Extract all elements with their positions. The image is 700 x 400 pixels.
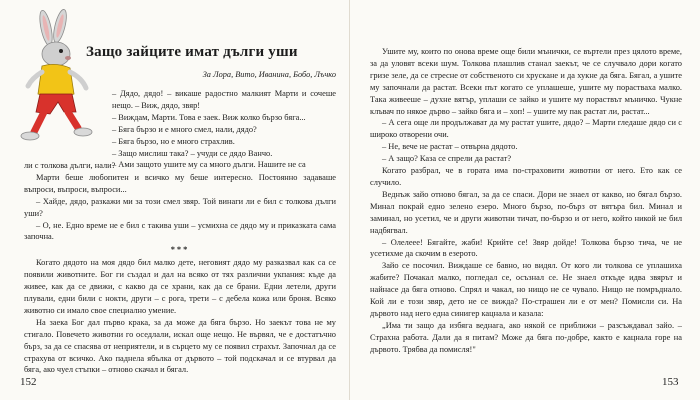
paragraph: – О, не. Едно време не е бил с такива уши – усмихна се дядо му и приказката сама започна.	[24, 220, 336, 242]
right-page	[350, 0, 700, 400]
paragraph: – А сега още ли продължават да му растат ушите, дядо? – Марти гледаше дядо си с широко отворени очи.	[370, 118, 682, 140]
story-title: Защо зайците имат дълги уши	[86, 44, 298, 60]
paragraph: Веднъж зайо отново бягал, за да се спаси. Дори не знаел от какво, но бягал бързо. Минал покрай едно зелено езеро. Много бързо, по-бърз от вятъра бил. Минал и заминал, но усетил, че и други животни тичат, по-бързо и от него, който никой не бил надбягвал.	[370, 189, 682, 235]
section-divider: ***	[170, 245, 190, 255]
paragraph: Когато разбрал, че в гората има по-страховити животни от него. Ето как се случило.	[370, 166, 682, 187]
paragraph: – Бяга бързо, но е много страхлив.	[112, 136, 235, 146]
paragraph: – Ами защото ушите му са много дълги. Нашите не са	[112, 160, 306, 170]
left-main-text	[24, 160, 336, 376]
rabbit-illustration	[16, 8, 94, 148]
paragraph: На заека Бог дал първо крака, за да може да бяга бързо. Но заекът това не му стигало. Повечето животни го оседлали, искал още нещо. Не вървял, че е достатъчно бърз, за да се спасява от неприятели, и в сърцето му се появил страхът. Започнал да се страхува от всичко. Ако паднела ябълка от дървото – той подскачал и се втурвал да бяга, ако чуел стъпки – отново скачал и бягал.	[24, 317, 336, 375]
left-intro-text	[112, 88, 336, 171]
paragraph: Ушите му, които по онова време още били мънички, се въртели през цялото време, за да уловят всеки шум. Толкова плашлив станал заекът, че се случвало дори когато гризе зеле, да се стресне от собственото си хрускане и да хукне да бяга. Бягал, а ушите му започнали да растат. Всеки път когато се уплашеше, ушите му порастваха малко. Така живееше – духне вятър, уплаши се зайко и ушите му пораствът мъничко. Чукне клъвач по някое дърво – зайко бяга и – хоп! – ушите му пак растат ли, растат...	[370, 47, 682, 116]
paragraph: Когато дядото на моя дядо бил малко дете, неговият дядо му разказвал как са се появили животните. Бог ги създал и дал на всяко от тях различни укпания: къде да живее, как да се движи, с какво да се храни, как да се брани. Едни летели, други плували, едни били с нокти, други – с рога, трети – с дебела кожа или броня. Всяко животно си имало свое специално умение.	[24, 258, 336, 315]
paragraph: „Има ти защо да избяга веднага, ако някой се приближи – разсъждавал зайо. – Страхна работа. Дали да я питам? Може да бяга по-добре, както е кацнала горе на дървото. Трябва да помисля!"	[370, 320, 682, 354]
page-number-left: 152	[20, 376, 37, 388]
right-main-text	[370, 46, 682, 356]
paragraph: – Олелеее! Бягайте, жаби! Крийте се! Звяр дойде! Толкова бързо тича, че не усетихме да скочим в езерото.	[370, 237, 682, 259]
paragraph: – Хайде, дядо, разкажи ми за този смел звяр. Той винаги ли е бил с толкова дълги уши?	[24, 196, 336, 218]
paragraph: – Виждам, Марти. Това е заек. Виж колко бързо бяга...	[112, 112, 306, 122]
paragraph: – Дядо, дядо! – викаше радостно малкият Марти и сочеше нещо. – Виж, дядо, звяр!	[112, 89, 336, 110]
paragraph: Марти беше любопитен и всичко му беше интересно. Постоянно задаваше въпроси, въпроси, въпроси...	[24, 172, 336, 194]
paragraph: – Бяга бързо и е много смел, нали, дядо?	[112, 124, 257, 134]
paragraph: – А защо? Каза се спрели да растат?	[382, 154, 512, 164]
dedication: За Лора, Вито, Иванина, Бобо, Лъчко	[202, 70, 336, 79]
page-number-right: 153	[662, 376, 679, 388]
paragraph: ли с толкова дълги, нали?	[24, 161, 116, 170]
paragraph: Зайо се посочил. Виждаше се бавно, но видял. От кого ли толкова се уплашиха жабите? Почакал малко, погледал се, осъзнал се. Не знаел откъде идва звярът и найнасе да бяга отново. Спрял и чакал, но нищо не се чувало. Нищо не помръднало. Кой ли е този звяр, дето не се вижда? По-страшен ли е от мен? Помисли си. На дървото над него една синигер кацнала и казала:	[370, 261, 682, 318]
paragraph: – Не, вече не растат – отвърна дядото.	[382, 142, 518, 152]
paragraph: – Защо мислиш така? – учуди се дядо Ванчо.	[112, 148, 273, 158]
